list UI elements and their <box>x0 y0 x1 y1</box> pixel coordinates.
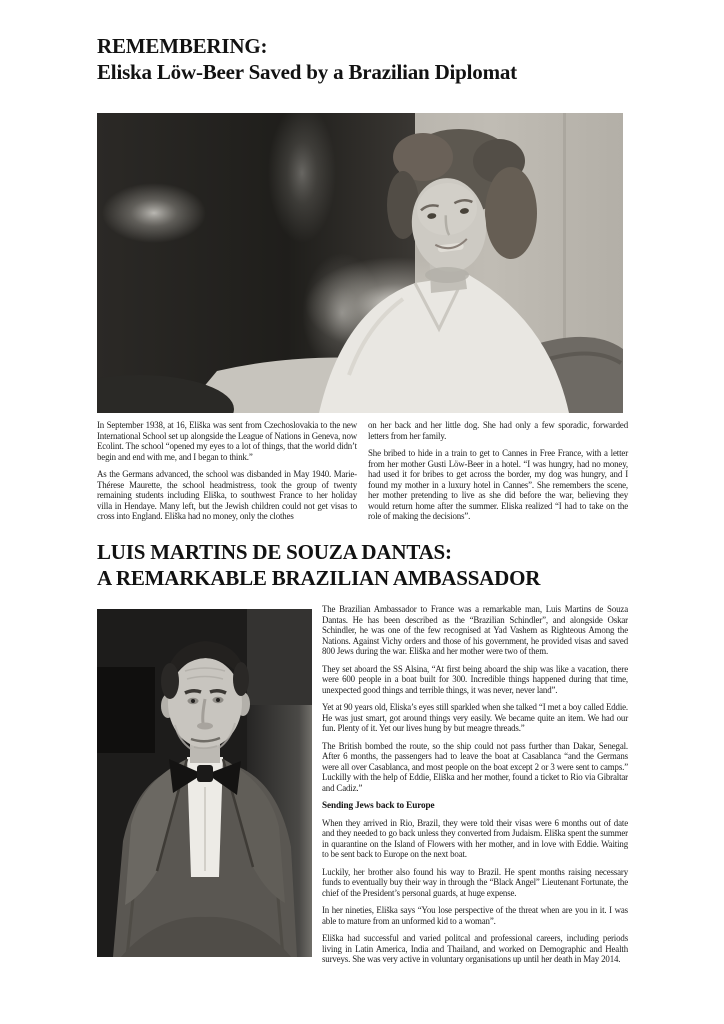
paragraph: Yet at 90 years old, Eliska’s eyes still sparkled when she talked “I met a boy called Eddie. He was just smart, got around things very easily. We became quite an item. We had our fun. Plenty of it. Yet our lives hung by but meagre threads.” <box>322 702 628 733</box>
paragraph: Luckily, her brother also found his way to Brazil. He spent months raising necessary funds to eventually buy their way in through the “Black Angel” Lieutenant Fortunate, the chief of the President’s personal guards, at huge expense. <box>322 866 628 898</box>
paragraph: on her back and her little dog. She had only a few sporadic, forwarded letters from her family. <box>368 420 628 441</box>
eliska-photo <box>97 113 623 413</box>
eliska-photo-illustration <box>97 113 623 413</box>
paragraph: She bribed to hide in a train to get to Cannes in Free France, with a letter from her mother Gusti Löw-Beer in a hotel. “I was hungry, had no money, had used it for bribes to get across the border, my dog was hungry, and I found my mother in a luxury hotel in Cannes”. She remembers the scene, her mother pretending to live as she did before the war, believing they would return home after the summer. Eliska realized “I had to take on the role of making the decisions”. <box>368 448 628 521</box>
section2-title <box>97 539 540 591</box>
section2-title-line1: LUIS MARTINS DE SOUZA DANTAS: <box>97 540 452 564</box>
section1-body <box>97 420 628 529</box>
paragraph: When they arrived in Rio, Brazil, they were told their visas were 6 months out of date and they needed to go back unless they converted from Judaism. Eliška spent the summer in quarantine on the Island of Flowers with her mother, and in love with Eddie. Waiting to be sent back to Europe on the next boat. <box>322 817 628 859</box>
paragraph: As the Germans advanced, the school was disbanded in May 1940. Marie-Thérese Maurette, the school headmistress, took the group of twenty remaining students including Eliška, to southwest France to her holiday villa in Hendaye. Many left, but the Jewish children could not get visas to cross into England. Eliška had no money, only the clothes <box>97 469 357 521</box>
section1-title-line2: Eliska Löw-Beer Saved by a Brazilian Diplomat <box>97 60 517 84</box>
paragraph: Eliška had successful and varied politcal and professional careers, including periods living in Latin America, India and Thailand, and worked on Demographic and Health surveys. She was very active in voluntary organisations up until her death in May 2014. <box>322 933 628 964</box>
paragraph: The British bombed the route, so the ship could not pass further than Dakar, Senegal. After 6 months, the passengers had to leave the boat at Casablanca “and the Germans were all over Casablanca, and most people on the boat except 2 or 3 were sent to camps.” Luckilly with the help of Eddie, Eliška and her mother, found a ticket to Rio via Gibraltar and Cadiz.” <box>322 740 628 793</box>
section2-body <box>322 604 628 972</box>
section1-column-left <box>97 420 357 529</box>
section2-title-line2: A REMARKABLE BRAZILIAN AMBASSADOR <box>97 566 541 590</box>
subheading: Sending Jews back to Europe <box>322 800 435 810</box>
section1-title-line1: REMEMBERING: <box>97 34 268 58</box>
section1-title <box>97 33 517 85</box>
paragraph: In September 1938, at 16, Eliška was sent from Czechoslovakia to the new International School set up alongside the League of Nations in Geneva, now Ecolint. The school “opened my eyes to a lot of things, that the world didn’t begin and end with me, and I began to think.” <box>97 420 357 462</box>
section1-column-right <box>368 420 628 529</box>
ambassador-photo <box>97 609 312 957</box>
paragraph: The Brazilian Ambassador to France was a remarkable man, Luis Martins de Souza Dantas. He has been described as the “Brazilian Schindler”, and alongside Oskar Schindler, he was one of the few recognised at Yad Vashem as Righteous Among the Nations. Against Vichy orders and those of his government, he provided visas and saved 800 Jews during the war. Eliška and her mother were two of them. <box>322 604 628 656</box>
paragraph: In her nineties, Eliška says “You lose perspective of the threat when are you in it. I was able to mature from an unformed kid to a woman”. <box>322 905 628 926</box>
ambassador-photo-illustration <box>97 609 312 957</box>
paragraph: They set aboard the SS Alsina, “At first being aboard the ship was like a vacation, there were 600 people in a boat built for 300. Incredible things happened during that time, unexpected good things and terrible things, it was never, never land”. <box>322 663 628 695</box>
